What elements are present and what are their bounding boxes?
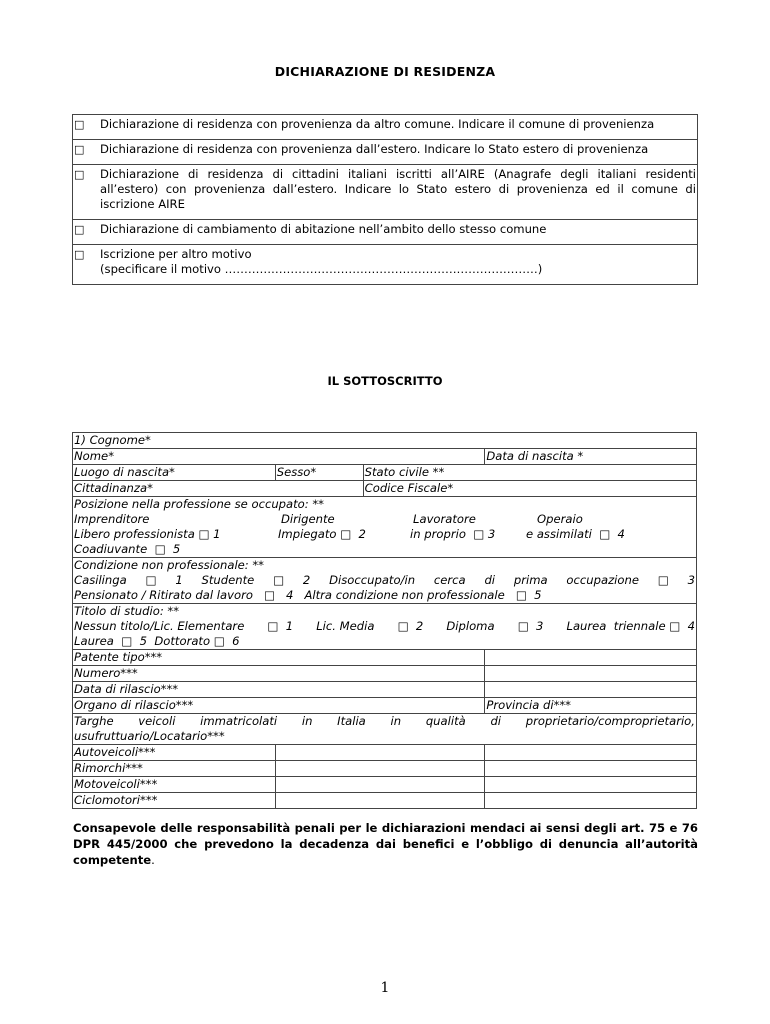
motoveicoli-value-2[interactable]: [485, 777, 697, 793]
condizione-header: Condizione non professionale: **: [74, 558, 264, 572]
ciclomotori-label: Ciclomotori***: [73, 793, 276, 809]
checkbox[interactable]: □: [74, 248, 85, 261]
document-title: DICHIARAZIONE DI RESIDENZA: [274, 64, 496, 79]
option-impiegato[interactable]: Impiegato □ 2: [278, 527, 366, 541]
autoveicoli-label: Autoveicoli***: [73, 745, 276, 761]
checkbox[interactable]: □: [74, 143, 85, 156]
data-rilascio-field[interactable]: Data di rilascio***: [73, 682, 485, 698]
checkbox[interactable]: □ 2: [397, 619, 424, 633]
option-casalinga: Casilinga: [74, 573, 127, 587]
ciclomotori-value[interactable]: [275, 793, 485, 809]
option-coadiuvante[interactable]: Coadiuvante □ 5: [74, 542, 181, 556]
motoveicoli-label: Motoveicoli***: [73, 777, 276, 793]
condizione-options-line: Casilinga □ 1 Studente □ 2 Disoccupato/in cerca di prima occupazione □ 3: [74, 573, 695, 587]
option-libero-professionista[interactable]: Libero professionista □ 1: [74, 527, 221, 541]
rimorchi-value[interactable]: [275, 761, 485, 777]
rimorchi-label: Rimorchi***: [73, 761, 276, 777]
provincia-field[interactable]: Provincia di***: [485, 698, 697, 714]
option-operaio: Operaio: [537, 512, 583, 526]
data-nascita-field[interactable]: Data di nascita *: [485, 449, 697, 465]
option-nessun-titolo: Nessun titolo/Lic. Elementare: [74, 619, 245, 633]
option-row: [73, 140, 698, 165]
professione-header: Posizione nella professione se occupato: **: [74, 497, 324, 511]
targhe-line-2: usufruttuario/Locatario***: [74, 729, 225, 743]
option-label: Dichiarazione di residenza con provenienza da altro comune. Indicare il comune di provenienza: [98, 115, 698, 140]
option-lic-media: Lic. Media: [316, 619, 375, 633]
residence-options-table: [72, 114, 698, 285]
option-in-proprio[interactable]: in proprio □ 3: [410, 527, 496, 541]
option-label: Iscrizione per altro motivo: [100, 247, 252, 261]
titolo-options-line-2[interactable]: Laurea □ 5 Dottorato □ 6: [74, 634, 240, 648]
checkbox[interactable]: □ 3: [517, 619, 544, 633]
checkbox[interactable]: □: [145, 573, 157, 587]
nome-field[interactable]: Nome*: [73, 449, 485, 465]
option-row: [73, 245, 698, 285]
motoveicoli-value[interactable]: [275, 777, 485, 793]
professione-section: [73, 497, 697, 558]
organo-rilascio-field[interactable]: Organo di rilascio***: [73, 698, 485, 714]
option-lavoratore: Lavoratore: [413, 512, 476, 526]
option-label: Dichiarazione di residenza con provenienza dall’estero. Indicare lo Stato estero di provenienza: [98, 140, 698, 165]
titolo-options-line: [74, 619, 695, 634]
option-label: Dichiarazione di residenza di cittadini italiani iscritti all’AIRE (Anagrafe degli italiani residenti all’estero) con provenienza dall’estero. Indicare lo Stato estero di provenienza ed il comune di iscrizione AIRE: [98, 165, 698, 220]
declaration-paragraph: [73, 820, 698, 868]
section-subtitle: IL SOTTOSCRITTO: [327, 374, 443, 388]
checkbox[interactable]: □: [74, 118, 85, 131]
sesso-field[interactable]: Sesso*: [275, 465, 363, 481]
option-laurea-triennale[interactable]: Laurea triennale □ 4: [566, 619, 695, 633]
checkbox[interactable]: □: [74, 168, 85, 181]
rimorchi-value-2[interactable]: [485, 761, 697, 777]
data-rilascio-value[interactable]: [485, 682, 697, 698]
checkbox[interactable]: □: [74, 223, 85, 236]
autoveicoli-value-2[interactable]: [485, 745, 697, 761]
option-row: [73, 220, 698, 245]
titolo-header: Titolo di studio: **: [74, 604, 180, 618]
cittadinanza-field[interactable]: Cittadinanza*: [73, 481, 364, 497]
option-e-assimilati[interactable]: e assimilati □ 4: [526, 527, 625, 541]
declaration-text: Consapevole delle responsabilità penali per le dichiarazioni mendaci ai sensi degli art. 75 e 76 DPR 445/2000 che prevedono la decadenza dai benefici e l’obbligo di denuncia all’autorità competente: [73, 821, 698, 867]
cognome-field[interactable]: 1) Cognome*: [73, 433, 697, 449]
page-number: 1: [380, 980, 390, 996]
option-diploma: Diploma: [446, 619, 495, 633]
checkbox[interactable]: □: [273, 573, 285, 587]
personal-data-form: [72, 432, 697, 809]
luogo-nascita-field[interactable]: Luogo di nascita*: [73, 465, 276, 481]
option-studente: Studente: [201, 573, 255, 587]
condizione-options-line-2[interactable]: Pensionato / Ritirato dal lavoro □ 4 Altra condizione non professionale □ 5: [74, 588, 542, 602]
stato-civile-field[interactable]: Stato civile **: [363, 465, 696, 481]
targhe-section: [73, 714, 697, 745]
ciclomotori-value-2[interactable]: [485, 793, 697, 809]
patente-tipo-field[interactable]: Patente tipo***: [73, 650, 485, 666]
titolo-studio-section: [73, 604, 697, 650]
option-row: [73, 165, 698, 220]
numero-field[interactable]: Numero***: [73, 666, 485, 682]
checkbox[interactable]: □ 1: [267, 619, 294, 633]
option-dirigente: Dirigente: [281, 512, 335, 526]
option-specify-field[interactable]: (specificare il motivo ………………………………………………………………………): [100, 262, 543, 276]
declaration-period: .: [151, 853, 155, 867]
autoveicoli-value[interactable]: [275, 745, 485, 761]
option-imprenditore: Imprenditore: [74, 512, 150, 526]
option-row: [73, 115, 698, 140]
option-disoccupato: Disoccupato/in: [329, 573, 416, 587]
numero-value[interactable]: [485, 666, 697, 682]
condizione-section: [73, 558, 697, 604]
patente-tipo-value[interactable]: [485, 650, 697, 666]
option-label: Dichiarazione di cambiamento di abitazione nell’ambito dello stesso comune: [98, 220, 698, 245]
targhe-line: Targhe veicoli immatricolati in Italia in qualità di proprietario/comproprietario,: [74, 714, 695, 728]
checkbox[interactable]: □: [657, 573, 669, 587]
codice-fiscale-field[interactable]: Codice Fiscale*: [363, 481, 696, 497]
